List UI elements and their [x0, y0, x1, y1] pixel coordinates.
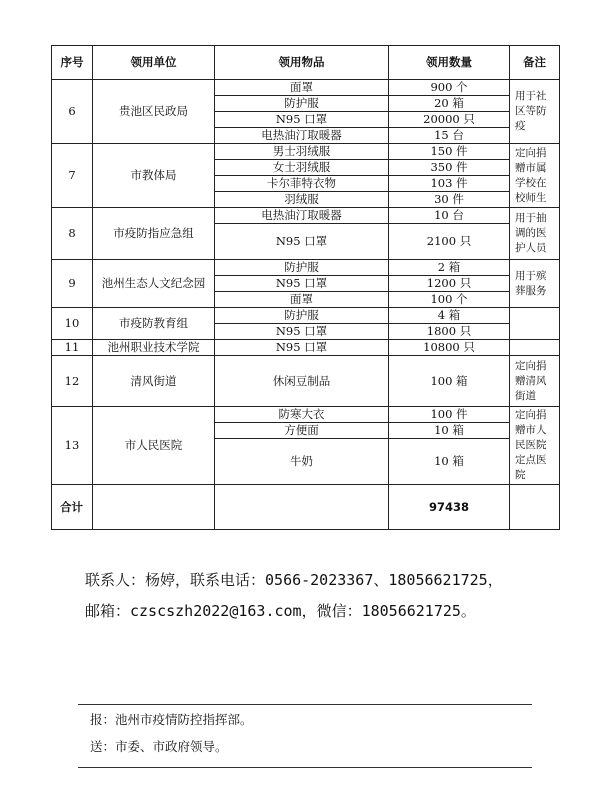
seq-cell: 7: [52, 144, 93, 208]
header-unit: 领用单位: [93, 46, 215, 80]
item-cell: 电热油汀取暖器: [215, 128, 389, 144]
header-seq: 序号: [52, 46, 93, 80]
item-cell: 面罩: [215, 292, 389, 308]
item-cell: 女士羽绒服: [215, 160, 389, 176]
quantity-cell: 100 件: [389, 407, 510, 423]
item-cell: N95 口罩: [215, 112, 389, 128]
quantity-cell: 20 箱: [389, 96, 510, 112]
unit-cell: 池州职业技术学院: [93, 340, 215, 356]
seq-cell: 6: [52, 80, 93, 144]
table-row: [52, 340, 560, 356]
quantity-cell: 900 个: [389, 80, 510, 96]
quantity-cell: 10800 只: [389, 340, 510, 356]
item-cell: 牛奶: [215, 439, 389, 485]
item-cell: N95 口罩: [215, 340, 389, 356]
total-empty-remark: [510, 485, 560, 530]
remark-cell: 定向捐赠市属学校在校师生: [510, 144, 560, 208]
quantity-cell: 1800 只: [389, 324, 510, 340]
unit-cell: 清风街道: [93, 356, 215, 407]
item-cell: 男士羽绒服: [215, 144, 389, 160]
item-cell: 羽绒服: [215, 192, 389, 208]
seq-cell: 10: [52, 308, 93, 340]
quantity-cell: 100 个: [389, 292, 510, 308]
total-quantity: 97438: [389, 485, 510, 530]
unit-cell: 市疫防指应急组: [93, 208, 215, 260]
contact-line-email: 邮箱：czscszh2022@163.com，微信：18056621725。: [85, 602, 476, 620]
remark-cell: 定向捐赠市人民医院定点医院: [510, 407, 560, 485]
table-row: [52, 308, 560, 324]
contact-line-phone: 联系人：杨婷，联系电话：0566-2023367、18056621725，: [85, 571, 503, 589]
item-cell: N95 口罩: [215, 324, 389, 340]
quantity-cell: 10 箱: [389, 423, 510, 439]
footer-divider-bottom: [78, 767, 532, 768]
quantity-cell: 10 箱: [389, 439, 510, 485]
quantity-cell: 150 件: [389, 144, 510, 160]
unit-cell: 贵池区民政局: [93, 80, 215, 144]
item-cell: 方便面: [215, 423, 389, 439]
quantity-cell: 15 台: [389, 128, 510, 144]
quantity-cell: 20000 只: [389, 112, 510, 128]
quantity-cell: 103 件: [389, 176, 510, 192]
table-row: [52, 80, 560, 96]
unit-cell: 市教体局: [93, 144, 215, 208]
quantity-cell: 2 箱: [389, 260, 510, 276]
total-label: 合计: [52, 485, 93, 530]
header-item: 领用物品: [215, 46, 389, 80]
item-cell: 防护服: [215, 260, 389, 276]
total-row: [52, 485, 560, 530]
item-cell: 卡尔菲特衣物: [215, 176, 389, 192]
item-cell: 防护服: [215, 308, 389, 324]
table-row: [52, 208, 560, 224]
quantity-cell: 4 箱: [389, 308, 510, 324]
remark-cell: 用于殡葬服务: [510, 260, 560, 308]
item-cell: 面罩: [215, 80, 389, 96]
quantity-cell: 1200 只: [389, 276, 510, 292]
remark-cell: 定向捐赠清风街道: [510, 356, 560, 407]
table-row: [52, 144, 560, 160]
total-empty-unit: [93, 485, 215, 530]
unit-cell: 市人民医院: [93, 407, 215, 485]
seq-cell: 9: [52, 260, 93, 308]
seq-cell: 8: [52, 208, 93, 260]
item-cell: 电热油汀取暖器: [215, 208, 389, 224]
unit-cell: 市疫防教育组: [93, 308, 215, 340]
remark-cell: 用于抽调的医护人员: [510, 208, 560, 260]
seq-cell: 11: [52, 340, 93, 356]
total-empty-item: [215, 485, 389, 530]
footer-send-to: 送：市委、市政府领导。: [90, 739, 228, 754]
table-row: [52, 356, 560, 407]
quantity-cell: 2100 只: [389, 224, 510, 260]
footer-report-to: 报：池州市疫情防控指挥部。: [90, 712, 253, 727]
item-cell: 休闲豆制品: [215, 356, 389, 407]
quantity-cell: 10 台: [389, 208, 510, 224]
item-cell: 防护服: [215, 96, 389, 112]
remark-cell: [510, 340, 560, 356]
unit-cell: 池州生态人文纪念园: [93, 260, 215, 308]
header-remark: 备注: [510, 46, 560, 80]
item-cell: 防寒大衣: [215, 407, 389, 423]
table-row: [52, 407, 560, 423]
quantity-cell: 350 件: [389, 160, 510, 176]
header-quantity: 领用数量: [389, 46, 510, 80]
remark-cell: 用于社区等防疫: [510, 80, 560, 144]
footer-divider-top: [78, 704, 532, 705]
quantity-cell: 30 件: [389, 192, 510, 208]
remark-cell: [510, 308, 560, 340]
item-cell: N95 口罩: [215, 224, 389, 260]
table-header-row: [52, 46, 560, 80]
seq-cell: 12: [52, 356, 93, 407]
item-cell: N95 口罩: [215, 276, 389, 292]
table-row: [52, 260, 560, 276]
quantity-cell: 100 箱: [389, 356, 510, 407]
donation-table: [51, 45, 560, 530]
seq-cell: 13: [52, 407, 93, 485]
